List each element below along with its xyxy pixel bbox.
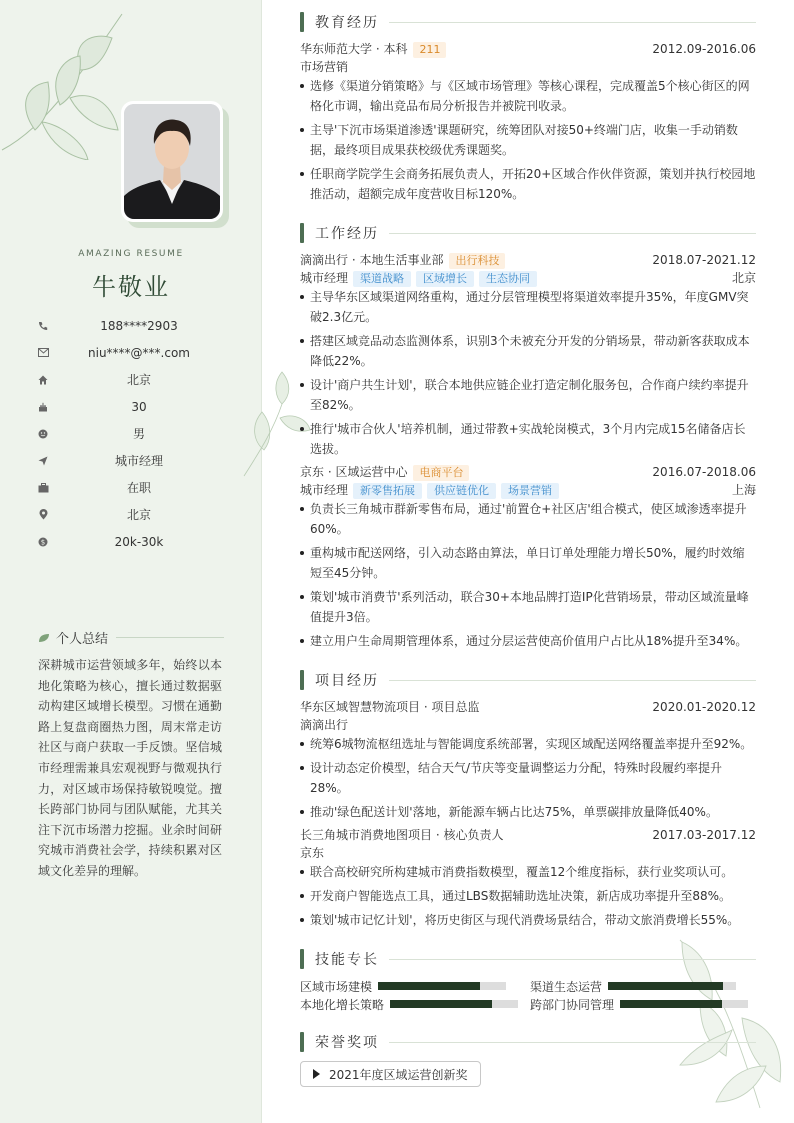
play-triangle-icon — [313, 1069, 320, 1079]
project-org: 滴滴出行 — [300, 718, 349, 732]
leaf-icon — [38, 633, 50, 643]
industry-tag: 电商平台 — [413, 465, 469, 481]
section-marker — [300, 12, 304, 32]
info-value: 男 — [132, 427, 145, 441]
list-item: 推动'绿色配送计划'落地，新能源车辆占比达75%，单票碳排放量降低40%。 — [300, 802, 756, 822]
job-date: 2016.07-2018.06 — [652, 465, 756, 479]
project-date: 2017.03-2017.12 — [652, 828, 756, 842]
divider — [389, 680, 756, 681]
list-item: 联合高校研究所构建城市消费指数模型，覆盖12个维度指标，获行业奖项认可。 — [300, 862, 756, 882]
divider — [389, 959, 756, 960]
industry-tag: 出行科技 — [449, 253, 505, 269]
school-badge: 211 — [413, 42, 446, 58]
skill-tag: 新零售拓展 — [353, 483, 422, 499]
info-value: 北京 — [126, 508, 151, 522]
work-section-title: 工作经历 — [315, 226, 379, 242]
info-location — [36, 501, 226, 528]
company-name: 京东 · 区域运营中心 — [300, 465, 408, 479]
info-value: 在职 — [126, 481, 151, 495]
info-gender — [36, 420, 226, 447]
education-date: 2012.09-2016.06 — [652, 42, 756, 56]
list-item: 主导'下沉市场渠道渗透'课题研究，统筹团队对接50+终端门店，收集一手动销数据，最终项目成果获校级优秀课题奖。 — [300, 120, 756, 160]
job-city: 上海 — [731, 483, 756, 497]
info-value: 20k-30k — [114, 534, 164, 549]
summary-title: 个人总结 — [56, 632, 109, 647]
divider — [389, 22, 756, 23]
job-bullets — [300, 499, 756, 655]
projects-section-title: 项目经历 — [315, 673, 379, 689]
job-role-row — [300, 481, 756, 499]
profile-photo — [124, 104, 220, 219]
section-marker — [300, 223, 304, 243]
skill-level-bar — [378, 982, 506, 990]
list-item: 重构城市配送网络，引入动态路由算法，单日订单处理能力增长50%，履约时效缩短至45分钟。 — [300, 543, 756, 583]
job-bullets — [300, 287, 756, 463]
job-header-row — [300, 251, 756, 269]
project-bullets — [300, 862, 756, 934]
list-item: 推行'城市合伙人'培养机制，通过带教+实战轮岗模式，3个月内完成15名储备店长选拔。 — [300, 419, 756, 459]
job-header-row — [300, 463, 756, 481]
honors-section-header — [300, 1032, 756, 1052]
school-name: 华东师范大学 · 本科 — [300, 42, 408, 56]
education-header-row — [300, 40, 756, 58]
skill-level-bar — [390, 1000, 518, 1008]
education-bullets — [300, 76, 756, 208]
info-position — [36, 447, 226, 474]
project-header-row — [300, 698, 756, 716]
skill-name: 本地化增长策略 — [300, 997, 385, 1012]
honor-badge — [300, 1061, 481, 1087]
skill-tag: 区域增长 — [416, 271, 474, 287]
candidate-name: 牛敬业 — [92, 273, 170, 301]
education-section-header — [300, 12, 756, 32]
skill-item — [530, 978, 736, 994]
leaf-branch-decoration-icon — [0, 10, 140, 160]
list-item: 统筹6城物流枢纽选址与智能调度系统部署，实现区域配送网络覆盖率提升至92%。 — [300, 734, 756, 754]
skill-tag: 渠道战略 — [353, 271, 411, 287]
project-name: 华东区域智慧物流项目 · 项目总监 — [300, 700, 480, 714]
skill-item — [530, 996, 748, 1012]
skill-item — [300, 978, 506, 994]
job-role: 城市经理 — [300, 483, 349, 497]
list-item: 选修《渠道分销策略》与《区域市场管理》等核心课程，完成覆盖5个核心街区的网格化市调，输出竞品布局分析报告并被院刊收录。 — [300, 76, 756, 116]
summary-header — [38, 628, 224, 647]
sidebar — [0, 0, 262, 1123]
project-org: 京东 — [300, 846, 325, 860]
honor-text: 2021年度区域运营创新奖 — [329, 1067, 468, 1082]
list-item: 搭建区域竞品动态监测体系，识别3个未被充分开发的分销场景，带动新客获取成本降低22%。 — [300, 331, 756, 371]
info-age — [36, 393, 226, 420]
divider — [116, 637, 224, 638]
project-name: 长三角城市消费地图项目 · 核心负责人 — [300, 828, 504, 842]
info-status — [36, 474, 226, 501]
skill-tag: 生态协同 — [479, 271, 537, 287]
info-email — [36, 339, 226, 366]
honors-section-title: 荣誉奖项 — [315, 1035, 379, 1051]
skill-level-fill — [620, 1000, 722, 1008]
section-marker — [300, 1032, 304, 1052]
project-date: 2020.01-2020.12 — [652, 700, 756, 714]
education-section-title: 教育经历 — [315, 15, 379, 31]
skill-name: 区域市场建模 — [300, 979, 373, 994]
projects-section-header — [300, 670, 756, 690]
list-item: 建立用户生命周期管理体系，通过分层运营使高价值用户占比从18%提升至34%。 — [300, 631, 756, 651]
divider — [389, 233, 756, 234]
job-role-row — [300, 269, 756, 287]
list-item: 主导华东区域渠道网络重构，通过分层管理模型将渠道效率提升35%，年度GMV突破2.3亿元。 — [300, 287, 756, 327]
skill-tag: 供应链优化 — [427, 483, 496, 499]
job-date: 2018.07-2021.12 — [652, 253, 756, 267]
resume-tagline: AMAZING RESUME — [78, 249, 184, 259]
profile-photo-frame — [121, 101, 223, 222]
project-org-row — [300, 844, 756, 862]
info-hometown — [36, 366, 226, 393]
info-value: 城市经理 — [114, 454, 163, 468]
info-value: 30 — [131, 399, 147, 414]
skill-level-fill — [390, 1000, 492, 1008]
skill-level-bar — [620, 1000, 748, 1008]
work-section-header — [300, 223, 756, 243]
list-item: 策划'城市消费节'系列活动，联合30+本地品牌打造IP化营销场景，带动区域流量峰值提升3倍。 — [300, 587, 756, 627]
skills-section-title: 技能专长 — [315, 952, 379, 968]
info-phone — [36, 312, 226, 339]
project-org-row — [300, 716, 756, 734]
summary-text: 深耕城市运营领域多年，始终以本地化策略为核心，擅长通过数据驱动构建区域增长模型。习惯在通勤路上复盘商圈热力图，周末常走访社区与商户获取一手反馈。坚信城市经理需兼具宏观视野与微观执行力，对区域市场保持敏锐嗅觉。擅长跨部门协同与团队赋能，尤其关注下沉市场潜力挖掘。业余时间研究城市消费社会学，持续积累对区域文化差异的理解。 — [38, 658, 222, 878]
list-item: 策划'城市记忆计划'，将历史街区与现代消费场景结合，带动文旅消费增长55%。 — [300, 910, 756, 930]
skill-name: 跨部门协同管理 — [530, 997, 615, 1012]
job-role: 城市经理 — [300, 271, 349, 285]
info-salary — [36, 528, 226, 555]
project-bullets — [300, 734, 756, 826]
section-marker — [300, 670, 304, 690]
skill-level-fill — [608, 982, 723, 990]
education-major-row — [300, 58, 756, 76]
skills-section-header — [300, 949, 756, 969]
list-item: 设计'商户共生计划'，联合本地供应链企业打造定制化服务包，合作商户续约率提升至82%。 — [300, 375, 756, 415]
skill-tag: 场景营销 — [501, 483, 559, 499]
svg-text:$: $ — [40, 538, 46, 547]
section-marker — [300, 949, 304, 969]
company-name: 滴滴出行 · 本地生活事业部 — [300, 253, 444, 267]
skill-item — [300, 996, 518, 1012]
project-header-row — [300, 826, 756, 844]
divider — [389, 1042, 756, 1043]
list-item: 开发商户智能选点工具，通过LBS数据辅助选址决策，新店成功率提升至88%。 — [300, 886, 756, 906]
skill-level-fill — [378, 982, 480, 990]
info-value: niu****@***.com — [88, 345, 190, 360]
skill-name: 渠道生态运营 — [530, 979, 603, 994]
skill-level-bar — [608, 982, 736, 990]
info-value: 188****2903 — [100, 318, 178, 333]
major: 市场营销 — [300, 60, 349, 74]
list-item: 任职商学院学生会商务拓展负责人，开拓20+区域合作伙伴资源，策划并执行校园地推活动，超额完成年度营收目标120%。 — [300, 164, 756, 204]
list-item: 负责长三角城市群新零售布局，通过'前置仓+社区店'组合模式，使区域渗透率提升60%。 — [300, 499, 756, 539]
job-city: 北京 — [731, 271, 756, 285]
personal-info-list — [36, 312, 226, 555]
list-item: 设计动态定价模型，结合天气/节庆等变量调整运力分配，特殊时段履约率提升28%。 — [300, 758, 756, 798]
info-value: 北京 — [126, 373, 151, 387]
